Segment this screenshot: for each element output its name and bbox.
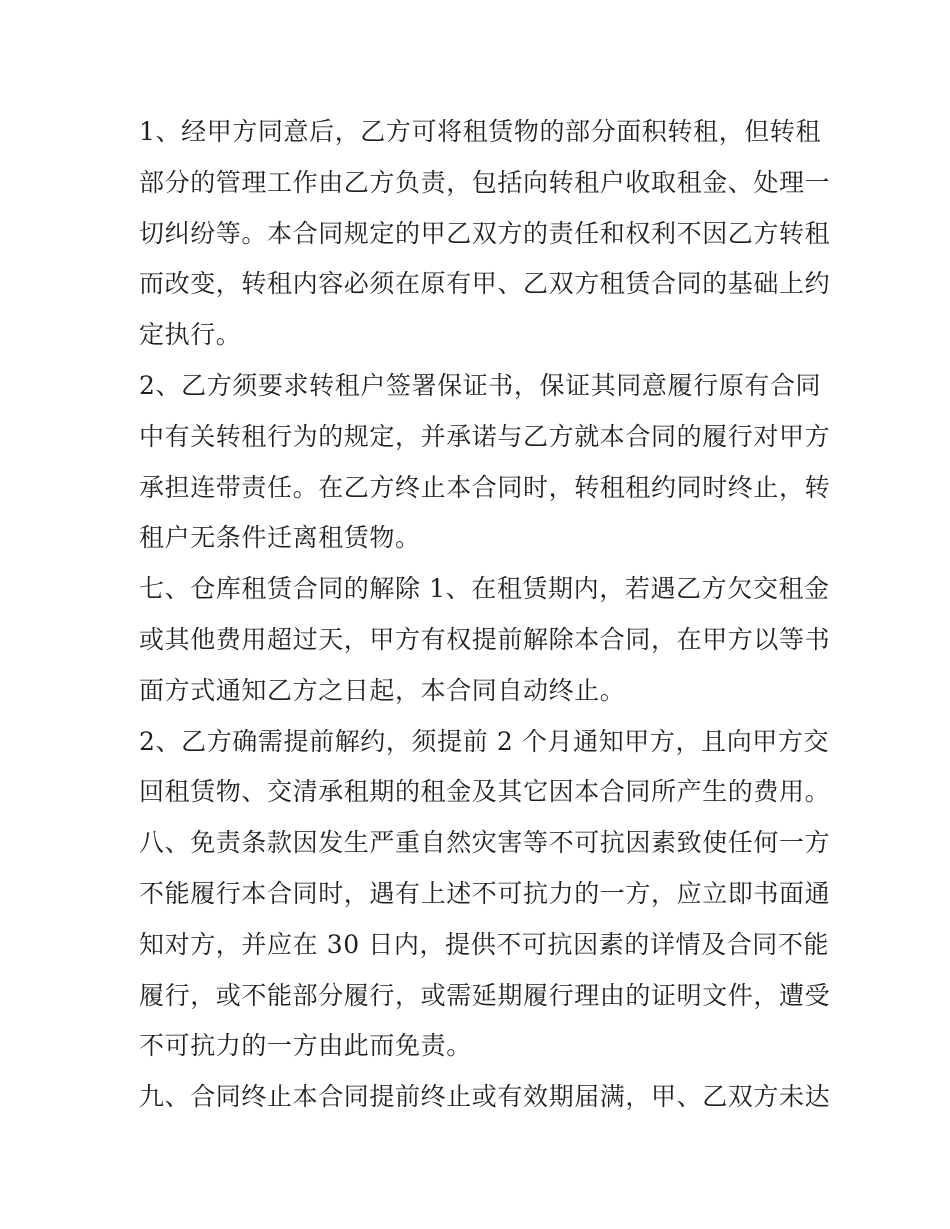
text-line: 承担连带责任。在乙方终止本合同时，转租租约同时终止，转 xyxy=(139,472,831,502)
text-line: 而改变，转租内容必须在原有甲、乙双方租赁合同的基础上约 xyxy=(139,269,831,299)
text-line: 1、经甲方同意后，乙方可将租赁物的部分面积转租，但转租 xyxy=(139,117,822,146)
text-line: 履行，或不能部分履行，或需延期履行理由的证明文件，遭受 xyxy=(139,980,831,1010)
text-line: 切纠纷等。本合同规定的甲乙双方的责任和权利不因乙方转租 xyxy=(139,218,831,248)
text-line: 七、仓库租赁合同的解除 1、在租赁期内，若遇乙方欠交租金 xyxy=(139,574,830,604)
text-line: 中有关转租行为的规定，并承诺与乙方就本合同的履行对甲方 xyxy=(139,421,831,451)
text-line: 面方式通知乙方之日起，本合同自动终止。 xyxy=(139,675,626,705)
text-line: 租户无条件迁离租赁物。 xyxy=(139,523,421,553)
text-line: 八、免责条款因发生严重自然灾害等不可抗因素致使任何一方 xyxy=(139,828,831,858)
text-line: 知对方，并应在 30 日内，提供不可抗因素的详情及合同不能 xyxy=(139,929,830,959)
text-line: 部分的管理工作由乙方负责，包括向转租户收取租金、处理一 xyxy=(139,167,831,197)
text-line: 定执行。 xyxy=(139,320,242,350)
text-line: 或其他费用超过天，甲方有权提前解除本合同，在甲方以等书 xyxy=(139,624,831,654)
text-line: 2、乙方确需提前解约，须提前 2 个月通知甲方，且向甲方交 xyxy=(139,726,830,756)
text-line: 不能履行本合同时，遇有上述不可抗力的一方，应立即书面通 xyxy=(139,878,831,908)
document-body xyxy=(139,107,831,1123)
text-line: 2、乙方须要求转租户签署保证书，保证其同意履行原有合同 xyxy=(139,370,822,400)
text-line: 回租赁物、交清承租期的租金及其它因本合同所产生的费用。 xyxy=(139,777,831,807)
text-line: 九、合同终止本合同提前终止或有效期届满，甲、乙双方未达 xyxy=(139,1082,831,1112)
text-line: 不可抗力的一方由此而免责。 xyxy=(139,1031,472,1061)
